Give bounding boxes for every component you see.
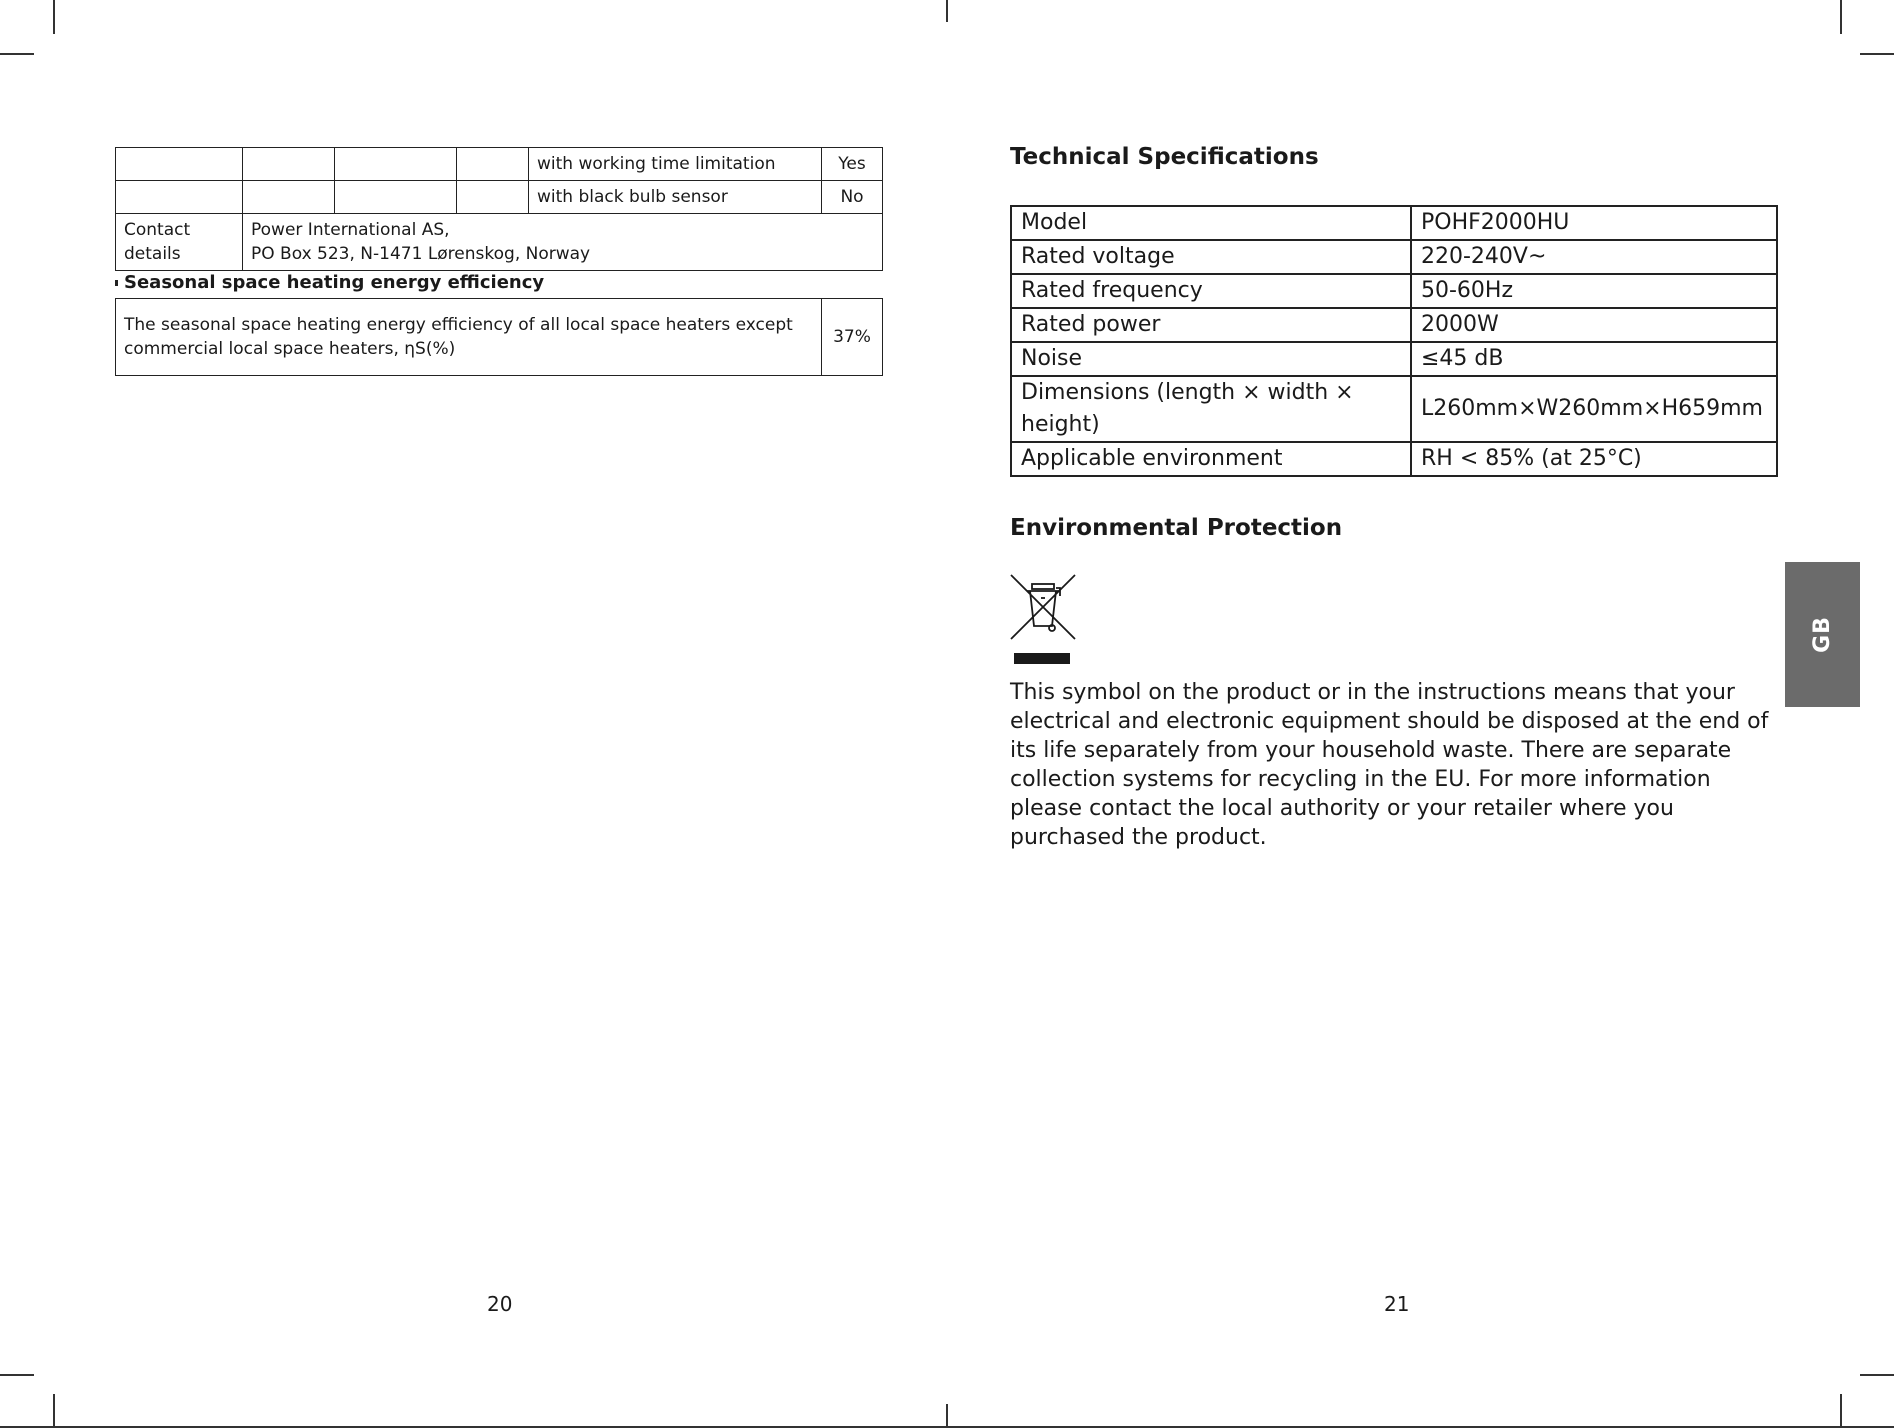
spec-value: POHF2000HU	[1411, 206, 1777, 240]
spec-value: 50-60Hz	[1411, 274, 1777, 308]
crossed-out-wheelie-bin-icon	[1010, 574, 1076, 668]
seasonal-efficiency-title: Seasonal space heating energy efficiency	[124, 272, 545, 293]
crop-mark	[1860, 53, 1894, 55]
seasonal-efficiency-value: 37%	[822, 299, 883, 376]
erp-row-value: Yes	[822, 148, 883, 181]
table-row	[116, 181, 883, 214]
contact-row	[116, 214, 883, 271]
environmental-protection-title: Environmental Protection	[1010, 515, 1343, 541]
table-row	[116, 299, 883, 376]
crop-mark	[1840, 1394, 1842, 1428]
spec-value: 220-240V~	[1411, 240, 1777, 274]
trim-line	[0, 1426, 1894, 1428]
crop-mark	[946, 0, 948, 22]
erp-row-label: with black bulb sensor	[529, 181, 822, 214]
bullet-icon	[115, 280, 118, 286]
page-number-right: 21	[1384, 1292, 1410, 1316]
erp-row-value: No	[822, 181, 883, 214]
spec-row	[1011, 308, 1777, 342]
environmental-protection-text: This symbol on the product or in the instructions means that your electrical and electronic equipment should be disposed at the end of its life separately from your household waste. There are separate collection systems for recycling in the EU. For more information please contact the local authority or your retailer where you purchased the product.	[1010, 680, 1769, 850]
language-tab-gb	[1785, 562, 1860, 707]
spec-name: Dimensions (length × width × height)	[1011, 376, 1411, 442]
crop-mark	[1860, 1374, 1894, 1376]
language-tab-label: GB	[1809, 616, 1835, 653]
spec-row	[1011, 376, 1777, 442]
technical-specifications-table	[1010, 205, 1778, 477]
table-row	[116, 148, 883, 181]
crop-mark	[53, 0, 55, 34]
contact-details: Power International AS, PO Box 523, N-1471 Lørenskog, Norway	[243, 214, 883, 271]
crop-mark	[946, 1404, 948, 1428]
spec-value: L260mm×W260mm×H659mm	[1411, 376, 1777, 442]
spec-name: Noise	[1011, 342, 1411, 376]
spec-row	[1011, 342, 1777, 376]
contact-label: Contact details	[116, 214, 243, 271]
page-number-left: 20	[487, 1292, 513, 1316]
seasonal-efficiency-table	[115, 298, 883, 376]
crop-mark	[53, 1394, 55, 1428]
spec-name: Rated frequency	[1011, 274, 1411, 308]
spec-name: Rated voltage	[1011, 240, 1411, 274]
seasonal-efficiency-description: The seasonal space heating energy efficiency of all local space heaters except commercial local space heaters, ηS(%)	[116, 299, 822, 376]
crop-mark	[1840, 0, 1842, 34]
spec-row	[1011, 442, 1777, 476]
spec-name: Applicable environment	[1011, 442, 1411, 476]
erp-info-table	[115, 147, 883, 271]
technical-specifications-title: Technical Specifications	[1010, 144, 1319, 170]
crop-mark	[0, 53, 34, 55]
spec-name: Rated power	[1011, 308, 1411, 342]
spec-value: ≤45 dB	[1411, 342, 1777, 376]
spec-value: 2000W	[1411, 308, 1777, 342]
spec-row	[1011, 274, 1777, 308]
spec-name: Model	[1011, 206, 1411, 240]
spec-row	[1011, 240, 1777, 274]
spec-value: RH < 85% (at 25°C)	[1411, 442, 1777, 476]
crop-mark	[0, 1374, 34, 1376]
spec-row	[1011, 206, 1777, 240]
erp-row-label: with working time limitation	[529, 148, 822, 181]
